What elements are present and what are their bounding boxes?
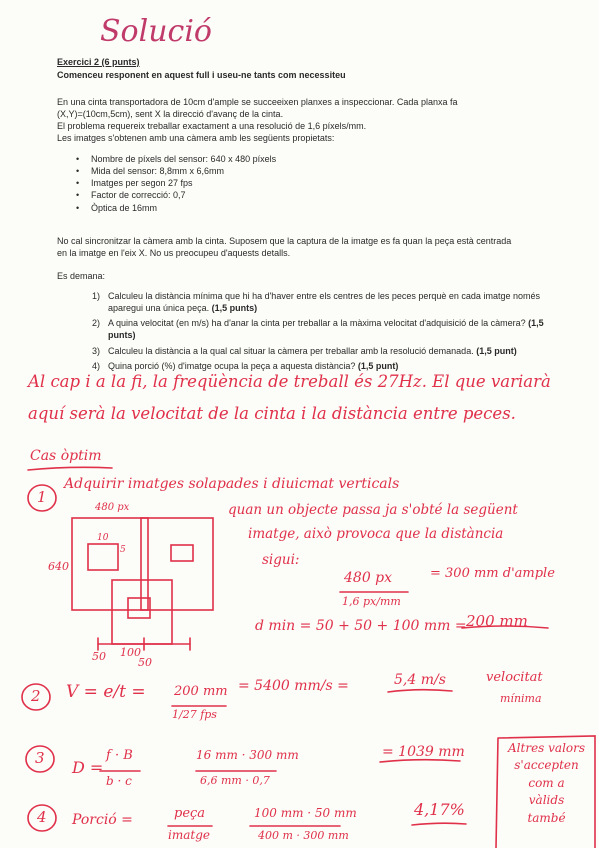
question-number: 2)	[92, 318, 101, 329]
hand-intro-line2: aquí serà la velocitat de la cinta i la distància entre peces.	[28, 404, 516, 423]
side-note-line: s'accepten	[514, 758, 579, 773]
image-frame-2	[141, 518, 213, 610]
exercise-title: Exercici 2 (6 punts)	[57, 57, 140, 67]
property-item: • Imatges per segon 27 fps	[73, 177, 373, 189]
step1-title: Adquirir imatges solapades i diuicmat verticals	[64, 476, 400, 492]
velocity-note1: velocitat	[486, 670, 543, 685]
frac1-result: = 300 mm d'ample	[430, 566, 555, 581]
question-text: A quina velocitat (en m/s) ha d'anar la cinta per treballar a la màxima velocitat d'adquisició de la càmera?	[108, 318, 526, 329]
sync-line: No cal sincronitzar la càmera amb la cinta. Suposem que la captura de la imatge es fa quan la peça està centrada	[57, 236, 512, 246]
distance-denominator1: b · c	[106, 774, 132, 788]
side-note-line: Altres valors	[508, 741, 586, 755]
dimension-50b: 50	[138, 656, 152, 669]
part-box-1	[88, 544, 118, 570]
case-underline	[28, 467, 112, 470]
exercise-instruction: Comenceu responent en aquest full i useu-ne tants com necessiteu	[57, 70, 346, 80]
dimension-100: 100	[120, 646, 141, 659]
intro-line: (X,Y)=(10cm,5cm), sent X la direcció d'avanç de la cinta.	[57, 109, 284, 120]
v-result-underline	[388, 690, 452, 692]
velocity-middle: = 5400 mm/s =	[238, 678, 349, 694]
solution-heading: Solució	[100, 14, 212, 49]
intro-line: En una cinta transportadora de 10cm d'ample se succeeixen planxes a inspeccionar. Cada planxa fa	[57, 97, 458, 107]
distance-numerator1: f · B	[106, 748, 133, 763]
question-number: 4)	[92, 360, 101, 371]
frac1-numerator: 480 px	[344, 570, 393, 586]
asks-label: Es demana:	[57, 271, 106, 281]
side-note-line: també	[527, 810, 566, 825]
part-box-3	[128, 598, 150, 618]
question-points: (1,5 punts)	[211, 303, 258, 314]
question-text: Calculeu la distància mínima que hi ha d'haver entre els centres de les peces perquè en cada imatge només aparegui una única peça.	[108, 291, 540, 314]
dimension-50a: 50	[92, 650, 106, 663]
question-points: (1,5 punt)	[357, 360, 399, 371]
note-line1: quan un objecte passa ja s'obté la següent	[228, 502, 518, 518]
question-number: 3)	[92, 345, 101, 356]
d-result-underline	[380, 760, 460, 762]
distance-denominator2: 6,6 mm · 0,7	[200, 774, 270, 787]
property-item: • Mida del sensor: 8,8mm x 6,6mm	[73, 165, 373, 177]
portion-numerator2: 100 mm · 50 mm	[254, 806, 357, 820]
question-text: Quina porció (%) d'imatge ocupa la peça a aquesta distància?	[108, 360, 356, 371]
hand-intro-line1: Al cap i a la fi, la freqüència de treball és 27Hz. El que variarà	[28, 372, 551, 391]
portion-denominator2: 400 m · 300 mm	[258, 829, 349, 842]
step4-number: 4	[37, 808, 47, 826]
note-line3: sigui:	[262, 552, 300, 568]
velocity-equation: V = e/t =	[66, 682, 146, 702]
note-line2: imatge, això provoca que la distància	[248, 526, 504, 542]
step1-number: 1	[37, 488, 47, 506]
case-label: Cas òptim	[30, 448, 102, 464]
image-frame-3	[112, 580, 172, 644]
sync-line: en la imatge en l'eix X. No us preocupeu d'aquests detalls.	[57, 248, 291, 259]
side-note-line: vàlids	[528, 793, 565, 808]
distance-numerator2: 16 mm · 300 mm	[196, 748, 299, 762]
intro-line: Les imatges s'obtenen amb una càmera amb les següents propietats:	[57, 133, 335, 144]
property-item: • Nombre de píxels del sensor: 640 x 480 píxels	[73, 153, 373, 165]
distance-result: = 1039 mm	[382, 744, 465, 760]
velocity-numerator: 200 mm	[174, 684, 228, 699]
velocity-result: 5,4 m/s	[394, 672, 446, 688]
distance-equation: D =	[72, 758, 104, 777]
question-points: (1,5 punt)	[476, 345, 517, 356]
property-item: • Òptica de 16mm	[73, 202, 373, 214]
part-box-2	[171, 545, 193, 561]
label-480: 480 px	[95, 502, 130, 513]
image-frame-1	[72, 518, 148, 610]
portion-equation: Porció =	[72, 812, 133, 828]
question-number: 1)	[92, 291, 101, 301]
question-text: Calculeu la distància a la qual cal situar la càmera per treballar amb la resolució demanada.	[108, 345, 474, 356]
dmin-equation: d min = 50 + 50 + 100 mm =	[255, 618, 467, 634]
side-note-line: com a	[528, 775, 565, 790]
velocity-note2: mínima	[500, 692, 542, 705]
label-640: 640	[48, 560, 69, 573]
property-item: • Factor de correcció: 0,7	[73, 189, 373, 201]
velocity-denominator: 1/27 fps	[172, 708, 217, 721]
side-note	[508, 740, 585, 827]
step3-number: 3	[35, 749, 45, 767]
question-points: (1,5 punts)	[108, 318, 544, 341]
label-5: 5	[120, 545, 126, 555]
portion-numerator1: peça	[174, 806, 206, 821]
portion-denominator1: imatge	[168, 828, 210, 842]
p-result-underline	[412, 823, 466, 825]
frac1-denominator: 1,6 px/mm	[342, 595, 401, 608]
label-10: 10	[97, 533, 109, 543]
intro-line: El problema requereix treballar exactament a una resolució de 1,6 píxels/mm.	[57, 121, 367, 132]
portion-result: 4,17%	[414, 800, 465, 819]
dmin-result: 200 mm	[466, 612, 528, 630]
step2-number: 2	[31, 687, 41, 705]
